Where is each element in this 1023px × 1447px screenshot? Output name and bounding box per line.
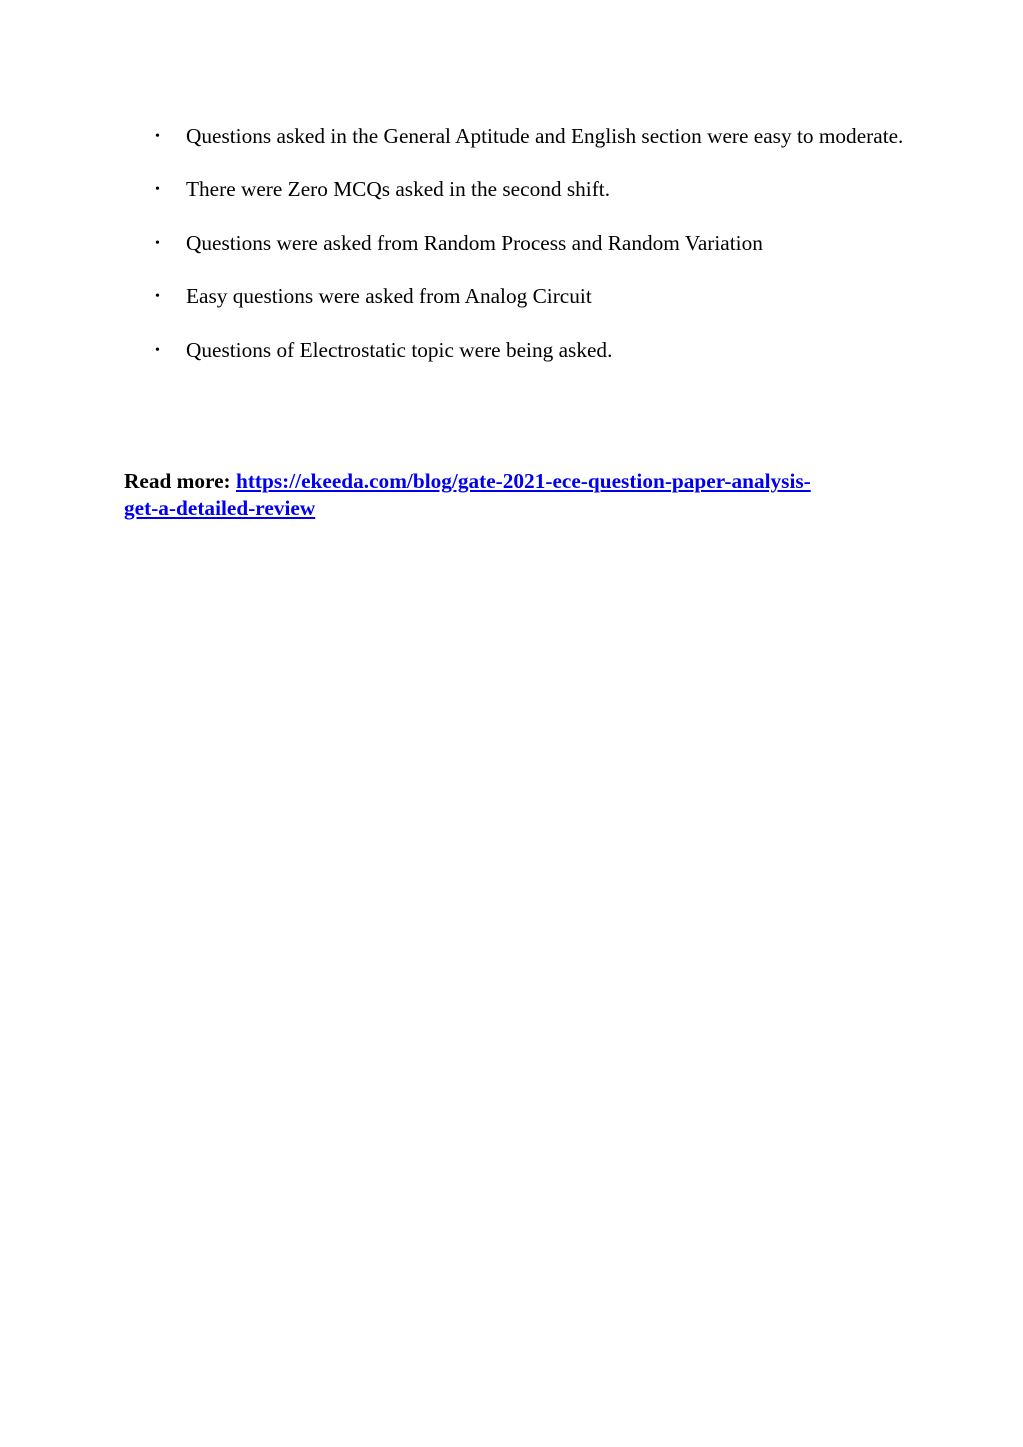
read-more-label: Read more: — [124, 469, 231, 493]
bullet-icon: • — [155, 342, 160, 358]
list-item-text: Questions were asked from Random Process and Random Variation — [186, 230, 763, 255]
list-item-text: Questions of Electrostatic topic were being asked. — [186, 337, 613, 362]
bullet-icon: • — [155, 289, 160, 305]
list-item-text: There were Zero MCQs asked in the second shift. — [186, 177, 611, 202]
list-item — [124, 163, 914, 216]
list-item — [124, 110, 914, 163]
list-item — [124, 324, 914, 377]
analysis-bullet-list — [124, 110, 914, 377]
list-item-text: Questions asked in the General Aptitude and English section were easy to moderate. — [186, 124, 904, 148]
list-item-text: Easy questions were asked from Analog Circuit — [186, 284, 592, 309]
read-more-paragraph — [124, 468, 904, 521]
bullet-icon: • — [155, 235, 160, 251]
bullet-icon: • — [155, 182, 160, 198]
list-item — [124, 217, 914, 270]
read-more-link[interactable]: https://ekeeda.com/blog/gate-2021-ece-question-paper-analysis- get-a-detailed-review — [124, 469, 811, 520]
list-item — [124, 270, 914, 323]
bullet-icon: • — [155, 129, 160, 144]
